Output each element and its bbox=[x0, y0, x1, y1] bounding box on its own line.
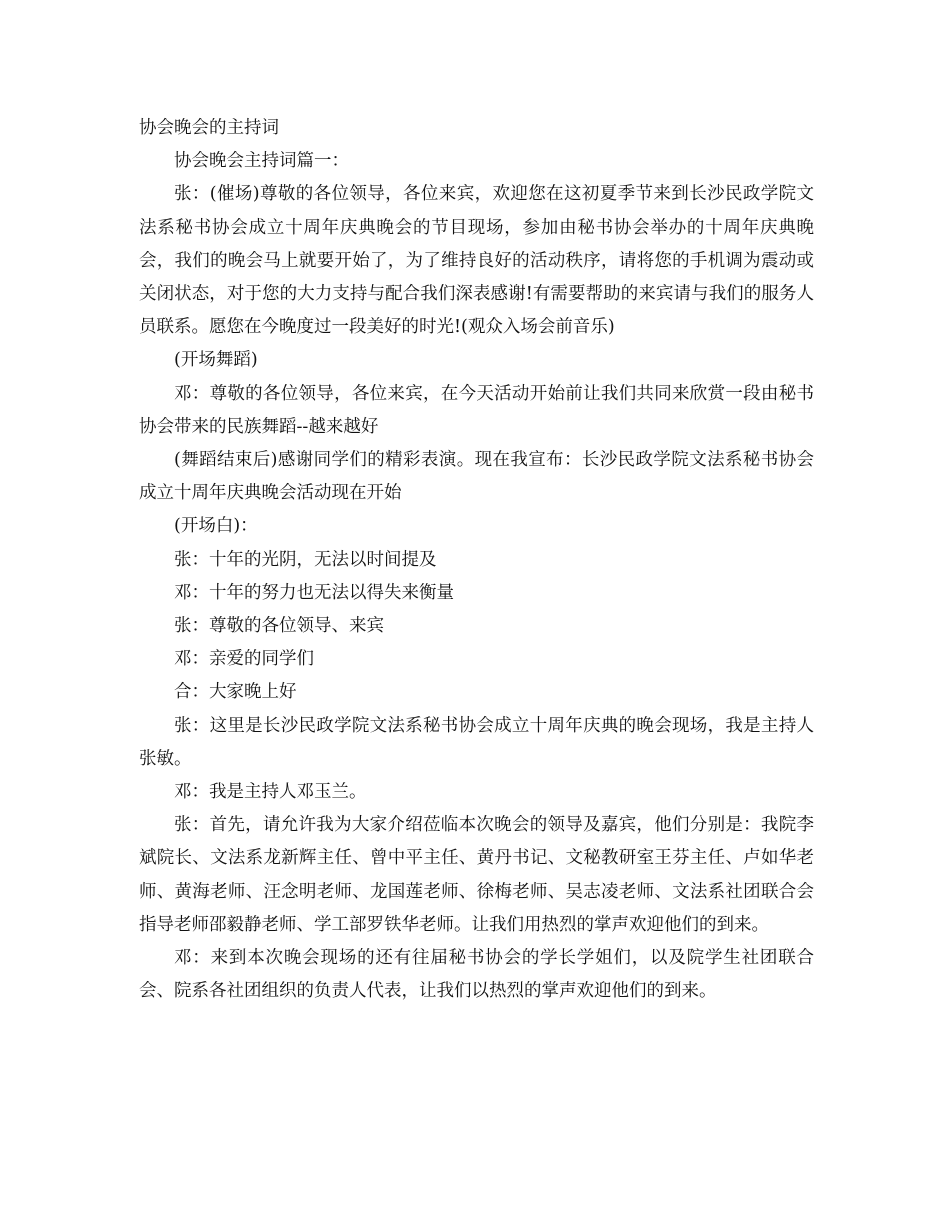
paragraph-together: 合：大家晚上好 bbox=[174, 682, 297, 703]
paragraph-opening-remarks: (开场白)： bbox=[174, 516, 258, 537]
paragraph-section-heading: 协会晚会主持词篇一： bbox=[174, 151, 349, 172]
paragraph-after-dance: (舞蹈结束后)感谢同学们的精彩表演。现在我宣布：长沙民政学院文法系秘书协会成立十周年庆典晚会活动现在开始 bbox=[139, 450, 814, 504]
paragraph-deng-intro: 邓：我是主持人邓玉兰。 bbox=[174, 782, 367, 803]
paragraph-deng-line-2: 邓：亲爱的同学们 bbox=[174, 649, 314, 670]
paragraph-deng-line-1: 邓：十年的努力也无法以得失来衡量 bbox=[174, 582, 454, 603]
paragraph-zhang-intro: 张：这里是长沙民政学院文法系秘书协会成立十周年庆典的晚会现场，我是主持人张敏。 bbox=[139, 715, 814, 769]
paragraph-zhang-line-2: 张：尊敬的各位领导、来宾 bbox=[174, 616, 384, 637]
paragraph-opening-dance: (开场舞蹈) bbox=[174, 350, 258, 371]
paragraph-zhang-guests: 张：首先，请允许我为大家介绍莅临本次晚会的领导及嘉宾，他们分别是：我院李斌院长、文法系龙新辉主任、曾中平主任、黄丹书记、文秘教研室王芬主任、卢如华老师、黄海老师、汪念明老师、龙国莲老师、徐梅老师、吴志凌老师、文法系社团联合会指导老师邵毅静老师、学工部罗铁华老师。让我们用热烈的掌声欢迎他们的到来。 bbox=[139, 815, 814, 935]
paragraph-zhang-prompt: 张：(催场)尊敬的各位领导，各位来宾，欢迎您在这初夏季节来到长沙民政学院文法系秘书协会成立十周年庆典晚会的节目现场，参加由秘书协会举办的十周年庆典晚会，我们的晚会马上就要开始了，为了维持良好的活动秩序，请将您的手机调为震动或关闭状态，对于您的大力支持与配合我们深表感谢!有需要帮助的来宾请与我们的服务人员联系。愿您在今晚度过一段美好的时光!(观众入场会前音乐) bbox=[139, 184, 814, 338]
document-title: 协会晚会的主持词 bbox=[139, 118, 279, 138]
paragraph-deng-dance-intro: 邓：尊敬的各位领导，各位来宾，在今天活动开始前让我们共同来欣赏一段由秘书协会带来的民族舞蹈--越来越好 bbox=[139, 383, 814, 437]
paragraph-deng-guests: 邓：来到本次晚会现场的还有往届秘书协会的学长学姐们，以及院学生社团联合会、院系各社团组织的负责人代表，让我们以热烈的掌声欢迎他们的到来。 bbox=[139, 948, 814, 1002]
paragraph-zhang-line-1: 张：十年的光阴，无法以时间提及 bbox=[174, 549, 437, 570]
document-body bbox=[139, 112, 814, 1008]
